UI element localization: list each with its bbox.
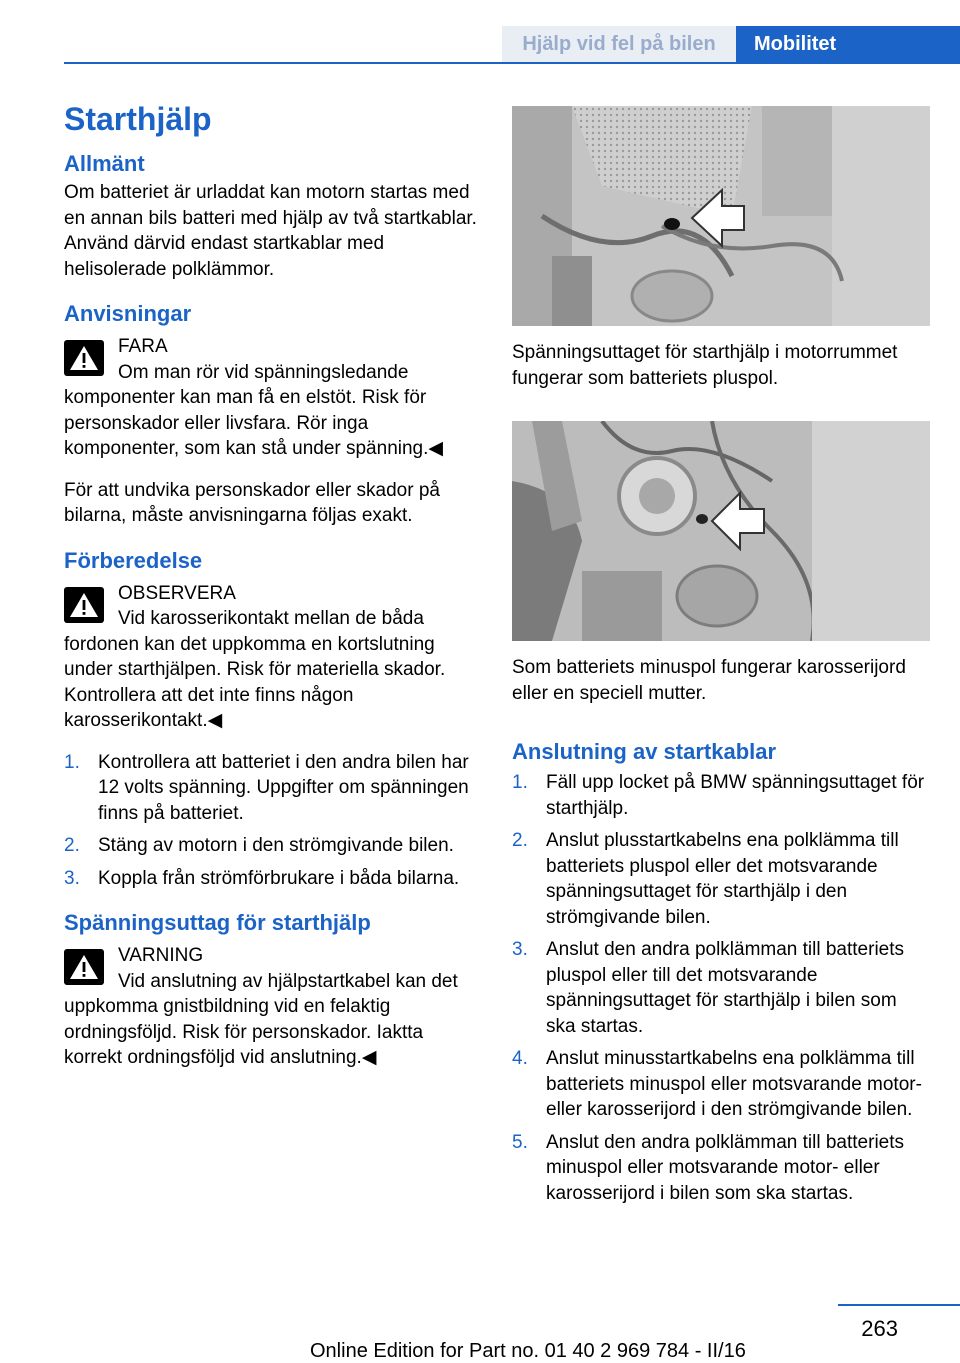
list-item — [512, 937, 930, 1039]
step-text: Koppla från strömförbrukare i båda bilarna. — [98, 867, 460, 889]
step-text: Anslut den andra polklämman till batteriets minuspol eller motsvarande motor- eller karosserijord i bilen som ska startas. — [546, 1131, 905, 1204]
chapter-tab: Mobilitet — [736, 26, 960, 62]
list-item — [512, 1130, 930, 1207]
prep-steps — [64, 750, 482, 892]
danger-title: FARA — [118, 336, 168, 357]
connect-heading: Anslutning av startkablar — [512, 739, 777, 764]
danger-text: Om man rör vid spänningsledande komponenter kan man få en elstöt. Risk för personskador eller livsfara. Rör inga komponenter, som kan stå under spänning.◀ — [64, 361, 444, 459]
warning-triangle-icon — [64, 949, 104, 985]
step-number: 1. — [512, 772, 528, 793]
connect-steps — [512, 770, 930, 1206]
edition-text: Online Edition for Part no. 01 40 2 969 784 - II/16 — [310, 1340, 746, 1362]
notes-heading: Anvisningar — [64, 301, 192, 326]
minus-pole-photo — [512, 421, 930, 641]
step-text: Stäng av motorn i den strömgivande bilen. — [98, 835, 454, 856]
warning-title: VARNING — [118, 945, 204, 966]
step-number: 5. — [512, 1131, 528, 1153]
step-number: 1. — [64, 751, 80, 773]
list-item — [64, 750, 482, 827]
step-text: Anslut minusstartkabelns ena polklämma till batteriets minuspol eller motsvarande motor- eller karosserijord i den strömgivande bilen. — [546, 1048, 922, 1120]
page-header — [0, 26, 960, 62]
photo2-caption: Som batteriets minuspol fungerar karosserijord eller en speciell mutter. — [512, 657, 906, 704]
photo1-caption: Spänningsuttaget för starthjälp i motorrummet fungerar som batteriets pluspol. — [512, 342, 898, 389]
warning-text: Vid anslutning av hjälpstartkabel kan det uppkomma gnistbildning vid en felaktig ordningsföljd. Risk för personskador. Iaktta korrekt ordningsföljd vid anslutning.◀ — [64, 970, 458, 1068]
caution-text: Vid karosserikontakt mellan de båda fordonen kan det uppkomma en kortslutning under starthjälpen. Risk för materiella skador. Kontrollera att det inte finns någon karosserikontakt.◀ — [64, 608, 446, 731]
step-text: Kontrollera att batteriet i den andra bilen har 12 volts spänning. Uppgifter om spänningen finns på batteriet. — [98, 751, 469, 824]
general-text: Om batteriet är urladdat kan motorn startas med en annan bils batteri med hjälp av två startkablar. Använd därvid endast startkablar med helisolerade polklämmor. — [64, 182, 477, 280]
step-text: Fäll upp locket på BMW spänningsuttaget för starthjälp. — [546, 772, 925, 819]
list-item — [512, 828, 930, 930]
step-number: 3. — [64, 867, 80, 889]
warning-triangle-icon — [64, 340, 104, 376]
list-item — [512, 1046, 930, 1123]
notes-text: För att undvika personskador eller skador på bilarna, måste anvisningarna följas exakt. — [64, 479, 440, 526]
engine-bay-photo — [512, 106, 930, 326]
header-rule — [64, 62, 960, 64]
warning-triangle-icon — [64, 587, 104, 623]
left-column — [64, 100, 482, 1087]
step-text: Anslut plusstartkabelns ena polklämma till batteriets pluspol eller det motsvarande spänningsuttaget för starthjälp i den strömgivande bilen. — [546, 830, 899, 928]
warning-notice — [64, 943, 482, 1071]
step-number: 4. — [512, 1048, 528, 1069]
right-column — [512, 106, 930, 1224]
page-title: Starthjälp — [64, 101, 212, 137]
section-tab: Hjälp vid fel på bilen — [502, 26, 736, 62]
caution-notice — [64, 581, 482, 734]
socket-heading: Spänningsuttag för starthjälp — [64, 910, 371, 935]
general-heading: Allmänt — [64, 151, 145, 176]
footer-rule — [838, 1304, 960, 1306]
prep-heading: Förberedelse — [64, 547, 203, 573]
list-item — [512, 770, 930, 821]
danger-notice — [64, 334, 482, 462]
list-item — [64, 833, 482, 859]
list-item — [64, 866, 482, 892]
caution-title: OBSERVERA — [118, 582, 236, 604]
step-number: 2. — [64, 835, 80, 856]
step-number: 3. — [512, 939, 528, 960]
step-number: 2. — [512, 830, 528, 851]
page-number: 263 — [861, 1316, 898, 1341]
step-text: Anslut den andra polklämman till batteriets pluspol eller till det motsvarande spänningsuttaget för starthjälp i bilen som ska startas. — [546, 939, 905, 1037]
